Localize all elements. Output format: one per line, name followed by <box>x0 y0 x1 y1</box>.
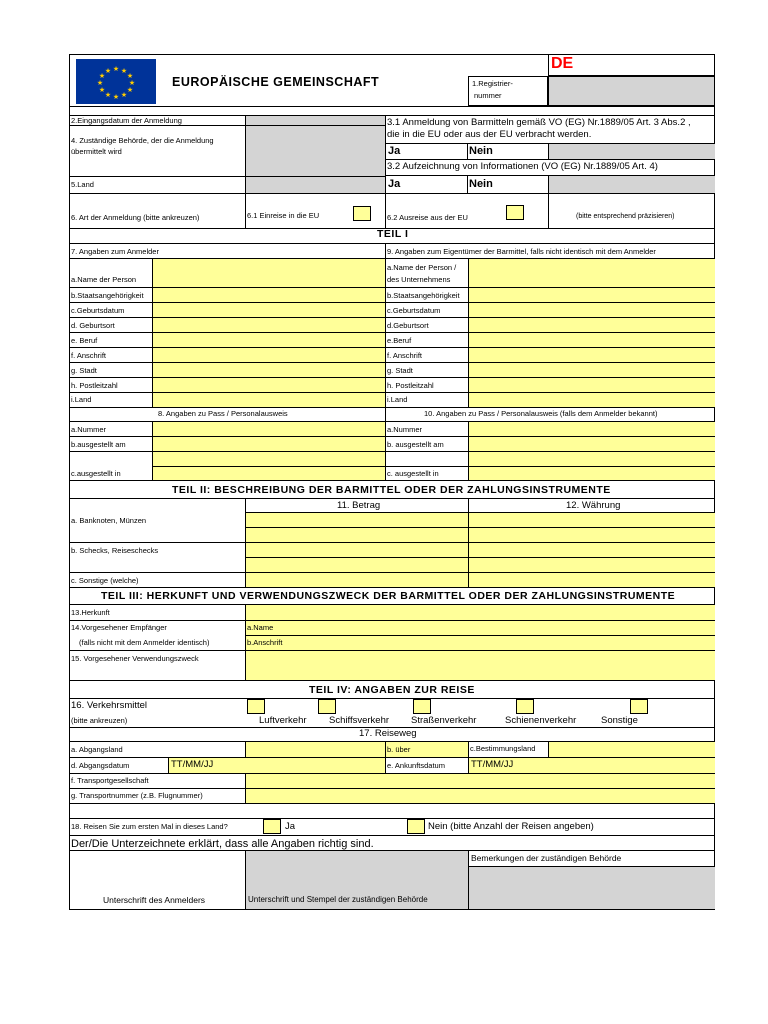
checkbox-air[interactable] <box>247 699 265 714</box>
svg-text:★: ★ <box>126 86 134 94</box>
departure-country-field[interactable] <box>246 742 385 757</box>
label-f5: 5.Land <box>71 180 94 189</box>
declaration-text: Der/Die Unterzeichnete erklärt, dass alle Angaben richtig sind. <box>71 838 374 850</box>
arrival-date-format: TT/MM/JJ <box>471 759 514 770</box>
label-f18: 18. Reisen Sie zum ersten Mal in dieses Land? <box>71 822 228 831</box>
destination-field[interactable] <box>549 742 715 757</box>
teil4-heading: TEIL IV: ANGABEN ZUR REISE <box>309 684 475 696</box>
label-f61: 6.1 Einreise in die EU <box>247 211 320 220</box>
authority-field[interactable] <box>246 126 385 176</box>
section-10: 10. Angaben zu Pass / Personalausweis (falls dem Anmelder bekannt) <box>424 409 658 418</box>
svg-text:★: ★ <box>120 91 128 99</box>
label-f17: 17. Reiseweg <box>359 728 417 739</box>
svg-text:★: ★ <box>104 67 112 75</box>
receipt-date-field[interactable] <box>246 116 385 125</box>
svg-text:★: ★ <box>128 79 136 87</box>
checkbox-exit[interactable] <box>506 205 524 220</box>
remarks-label: Bemerkungen der zuständigen Behörde <box>471 853 622 863</box>
label-f15: 15. Vorgesehener Verwendungszweck <box>71 654 199 663</box>
label-f2: 2.Eingangsdatum der Anmeldung <box>71 116 182 125</box>
svg-text:★: ★ <box>120 67 128 75</box>
teil2-heading: TEIL II: BESCHREIBUNG DER BARMITTEL ODER DER ZAHLUNGSINSTRUMENTE <box>172 484 611 496</box>
registration-number-field[interactable] <box>548 76 715 106</box>
checkbox-first-visit-no[interactable] <box>407 819 425 834</box>
option-ja-31[interactable]: Ja <box>388 145 401 157</box>
section-8: 8. Angaben zu Pass / Personalausweis <box>158 409 288 418</box>
section-9: 9. Angaben zum Eigentümer der Barmittel, falls nicht identisch mit dem Anmelder <box>387 247 656 256</box>
label-f6: 6. Art der Anmeldung (bitte ankreuzen) <box>71 213 200 222</box>
declarant-signature-label: Unterschrift des Anmelders <box>103 895 206 905</box>
amount-fields[interactable] <box>246 513 468 587</box>
purpose-field[interactable] <box>246 651 715 680</box>
teil3-heading: TEIL III: HERKUNFT UND VERWENDUNGSZWECK DER BARMITTEL ODER DER ZAHLUNGSINSTRUMENTE <box>101 590 676 602</box>
field-32-value[interactable] <box>549 176 715 193</box>
svg-text:★: ★ <box>112 65 120 73</box>
departure-date-format: TT/MM/JJ <box>171 759 214 770</box>
label-f62: 6.2 Ausreise aus der EU <box>387 213 468 222</box>
carrier-field[interactable] <box>246 774 715 788</box>
section-7: 7. Angaben zum Anmelder <box>71 247 159 256</box>
option-nein-32[interactable]: Nein <box>469 178 493 190</box>
origin-field[interactable] <box>246 605 715 620</box>
option-nein-31[interactable]: Nein <box>469 145 493 157</box>
transport-number-field[interactable] <box>246 789 715 803</box>
label-f13: 13.Herkunft <box>71 608 110 617</box>
field-31-value[interactable] <box>549 144 715 159</box>
label-f16: 16. Verkehrsmittel <box>71 700 148 711</box>
declarant-fields[interactable] <box>153 259 385 407</box>
checkbox-sea[interactable] <box>318 699 336 714</box>
registration-label: 1.Registrier- <box>472 79 513 88</box>
svg-text:★: ★ <box>104 91 112 99</box>
currency-header: 12. Währung <box>566 500 621 511</box>
teil1-heading: TEIL I <box>377 228 409 240</box>
specify-note: (bitte entsprechend präzisieren) <box>576 213 675 220</box>
label-f4: 4. Zuständige Behörde, der die Anmeldung <box>71 136 214 145</box>
label-f14: 14.Vorgesehener Empfänger <box>71 623 167 632</box>
amount-header: 11. Betrag <box>337 500 381 511</box>
country-field[interactable] <box>246 177 385 193</box>
owner-fields[interactable] <box>469 259 715 407</box>
checkbox-rail[interactable] <box>516 699 534 714</box>
eu-flag-icon <box>76 59 156 104</box>
label-f31: 3.1 Anmeldung von Barmitteln gemäß VO (EG) Nr.1889/05 Art. 3 Abs.2 , <box>387 117 691 128</box>
label-f32: 3.2 Aufzeichnung von Informationen (VO (EG) Nr.1889/05 Art. 4) <box>387 161 658 172</box>
remarks-field[interactable] <box>469 867 715 909</box>
authority-signature-label: Unterschrift und Stempel der zuständigen Behörde <box>248 895 428 904</box>
form-title: EUROPÄISCHE GEMEINSCHAFT <box>172 75 380 89</box>
currency-fields[interactable] <box>469 513 715 587</box>
country-code: DE <box>551 55 574 72</box>
checkbox-road[interactable] <box>413 699 431 714</box>
checkbox-first-visit-yes[interactable] <box>263 819 281 834</box>
checkbox-other[interactable] <box>630 699 648 714</box>
checkbox-entry[interactable] <box>353 206 371 221</box>
svg-text:★: ★ <box>98 72 106 80</box>
row-label: a.Name der Person <box>71 275 137 284</box>
svg-text:★: ★ <box>112 93 120 101</box>
svg-text:★: ★ <box>98 86 106 94</box>
svg-text:★: ★ <box>126 72 134 80</box>
svg-text:★: ★ <box>96 79 104 87</box>
option-ja-32[interactable]: Ja <box>388 178 401 190</box>
